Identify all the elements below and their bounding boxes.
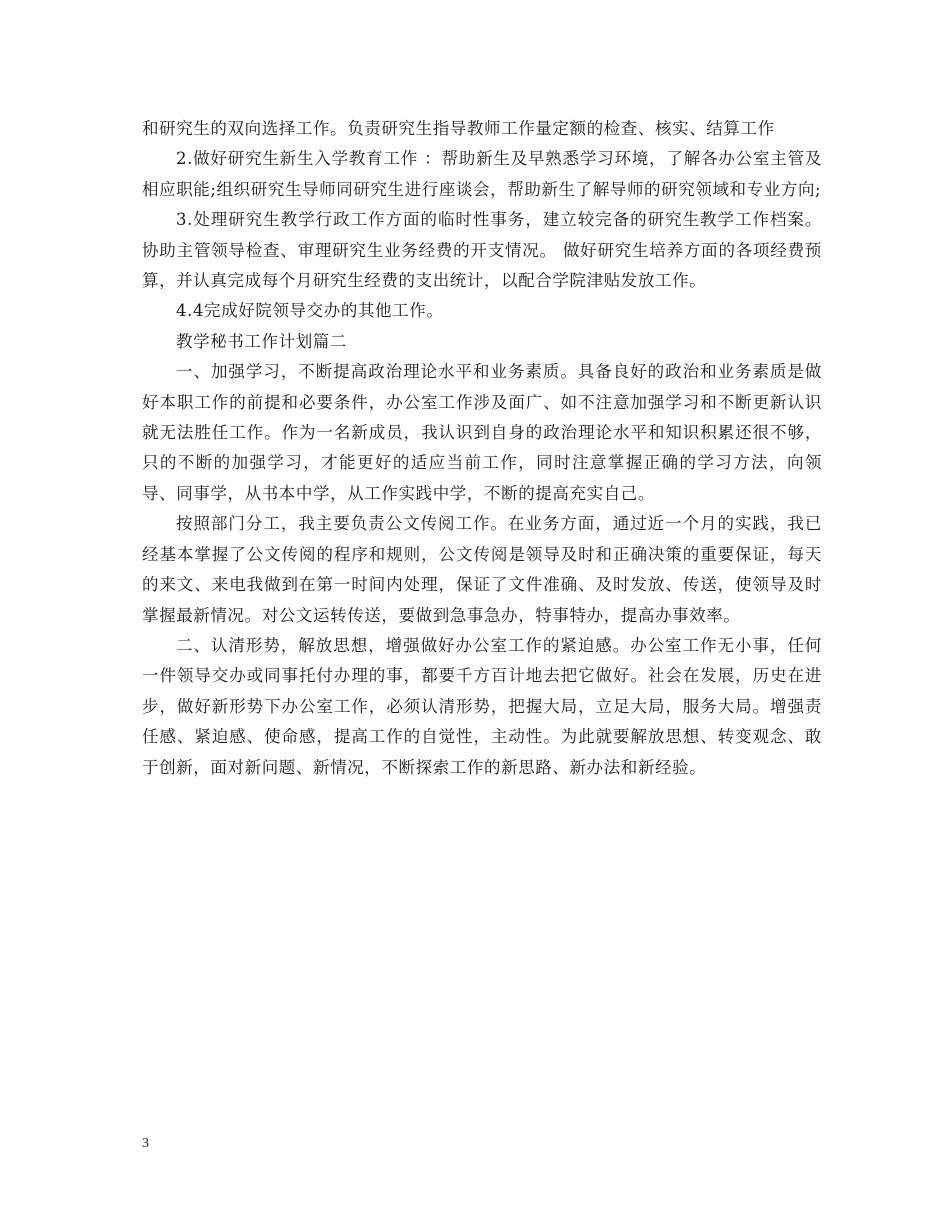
paragraph-7: 二、认清形势，解放思想，增强做好办公室工作的紧迫感。办公室工作无小事，任何一件领导交办或同事托付办理的事，都要千方百计地去把它做好。社会在发展，历史在进步，做好新形势下办公室工作，必须认清形势，把握大局，立足大局，服务大局。增强责任感、紧迫感、使命感，提高工作的自觉性，主动性。为此就要解放思想、转变观念、敢于创新，面对新问题、新情况，不断探索工作的新思路、新办法和新经验。 bbox=[142, 635, 822, 777]
paragraph-5: 一、加强学习，不断提高政治理论水平和业务素质。具备良好的政治和业务素质是做好本职工作的前提和必要条件，办公室工作涉及面广、如不注意加强学习和不断更新认识就无法胜任工作。作为一名新成员，我认识到自身的政治理论水平和知识积累还很不够，只的不断的加强学习，才能更好的适应当前工作，同时注意掌握正确的学习方法，向领导、同事学，从书本中学，从工作实践中学，不断的提高充实自己。 bbox=[142, 362, 822, 503]
section-heading: 教学秘书工作计划篇二 bbox=[176, 331, 347, 351]
page-number: 3 bbox=[142, 1136, 149, 1151]
paragraph-4: 4.4完成好院领导交办的其他工作。 bbox=[176, 301, 444, 321]
paragraph-6: 按照部门分工，我主要负责公文传阅工作。在业务方面，通过近一个月的实践，我已经基本掌握了公文传阅的程序和规则，公文传阅是领导及时和正确决策的重要保证，每天的来文、来电我做到在第一时间内处理，保证了文件准确、及时发放、传送，使领导及时掌握最新情况。对公文运转传送，要做到急事急办，特事特办，提高办事效率。 bbox=[142, 514, 822, 625]
paragraph-1: 和研究生的双向选择工作。负责研究生指导教师工作量定额的检查、核实、结算工作 bbox=[142, 119, 775, 138]
paragraph-2: 2.做好研究生新生入学教育工作 ：帮助新生及早熟悉学习环境，了解各办公室主管及相应职能;组织研究生导师同研究生进行座谈会，帮助新生了解导师的研究领域和专业方向; bbox=[142, 149, 822, 199]
paragraph-3: 3.处理研究生教学行政工作方面的临时性事务，建立较完备的研究生教学工作档案。 协助主管领导检查、审理研究生业务经费的开支情况。 做好研究生培养方面的各项经费预算，并认真完成每个月研究生经费的支出统计，以配合学院津贴发放工作。 bbox=[142, 210, 822, 291]
document-body bbox=[142, 114, 822, 783]
